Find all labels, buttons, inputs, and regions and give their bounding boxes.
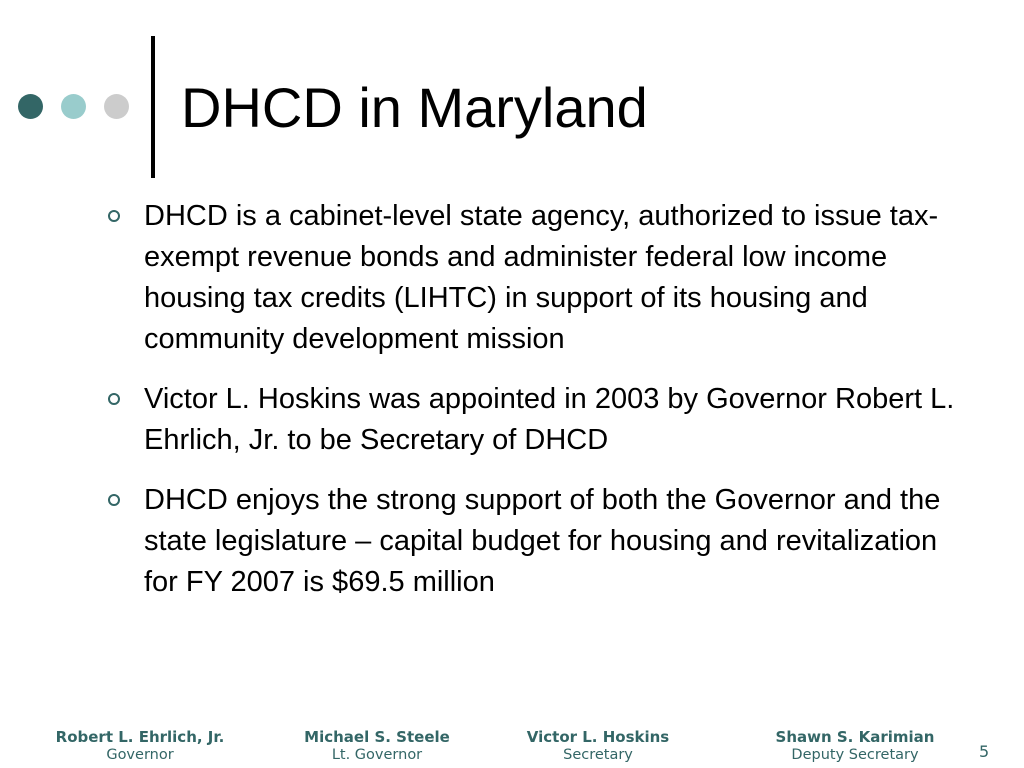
- title-divider: [151, 36, 155, 178]
- bullet-item: [105, 480, 975, 603]
- light-teal-dot-icon: [61, 94, 86, 119]
- footer-role: Secretary: [563, 747, 633, 763]
- gray-dot-icon: [104, 94, 129, 119]
- footer-name: Robert L. Ehrlich, Jr.: [55, 728, 225, 746]
- bullet-text: DHCD is a cabinet-level state agency, authorized to issue tax-exempt revenue bonds and administer federal low income housing tax credits (LIHTC) in support of its housing and community development mission: [144, 200, 939, 355]
- footer-secretary: [513, 728, 683, 765]
- footer-name: Shawn S. Karimian: [775, 728, 935, 746]
- bullet-list: [105, 196, 975, 622]
- hollow-circle-bullet-icon: [108, 393, 120, 405]
- bullet-item: [105, 379, 975, 461]
- footer-role: Deputy Secretary: [791, 747, 919, 763]
- hollow-circle-bullet-icon: [108, 210, 120, 222]
- footer-name: Victor L. Hoskins: [526, 728, 670, 746]
- footer-role: Lt. Governor: [331, 747, 423, 763]
- dark-teal-dot-icon: [18, 94, 43, 119]
- footer-role: Governor: [106, 747, 174, 763]
- footer-governor: [40, 728, 240, 765]
- slide-title: DHCD in Maryland: [181, 76, 648, 139]
- bullet-item: [105, 196, 975, 360]
- bullet-text: Victor L. Hoskins was appointed in 2003 by Governor Robert L. Ehrlich, Jr. to be Secretary of DHCD: [144, 383, 955, 456]
- footer-name: Michael S. Steele: [304, 728, 450, 746]
- footer-lt-governor: [292, 728, 462, 765]
- bullet-text: DHCD enjoys the strong support of both the Governor and the state legislature – capital budget for housing and revitalization for FY 2007 is $69.5 million: [144, 484, 941, 598]
- hollow-circle-bullet-icon: [108, 494, 120, 506]
- page-number: 5: [979, 742, 990, 761]
- footer-deputy-secretary: [760, 728, 950, 765]
